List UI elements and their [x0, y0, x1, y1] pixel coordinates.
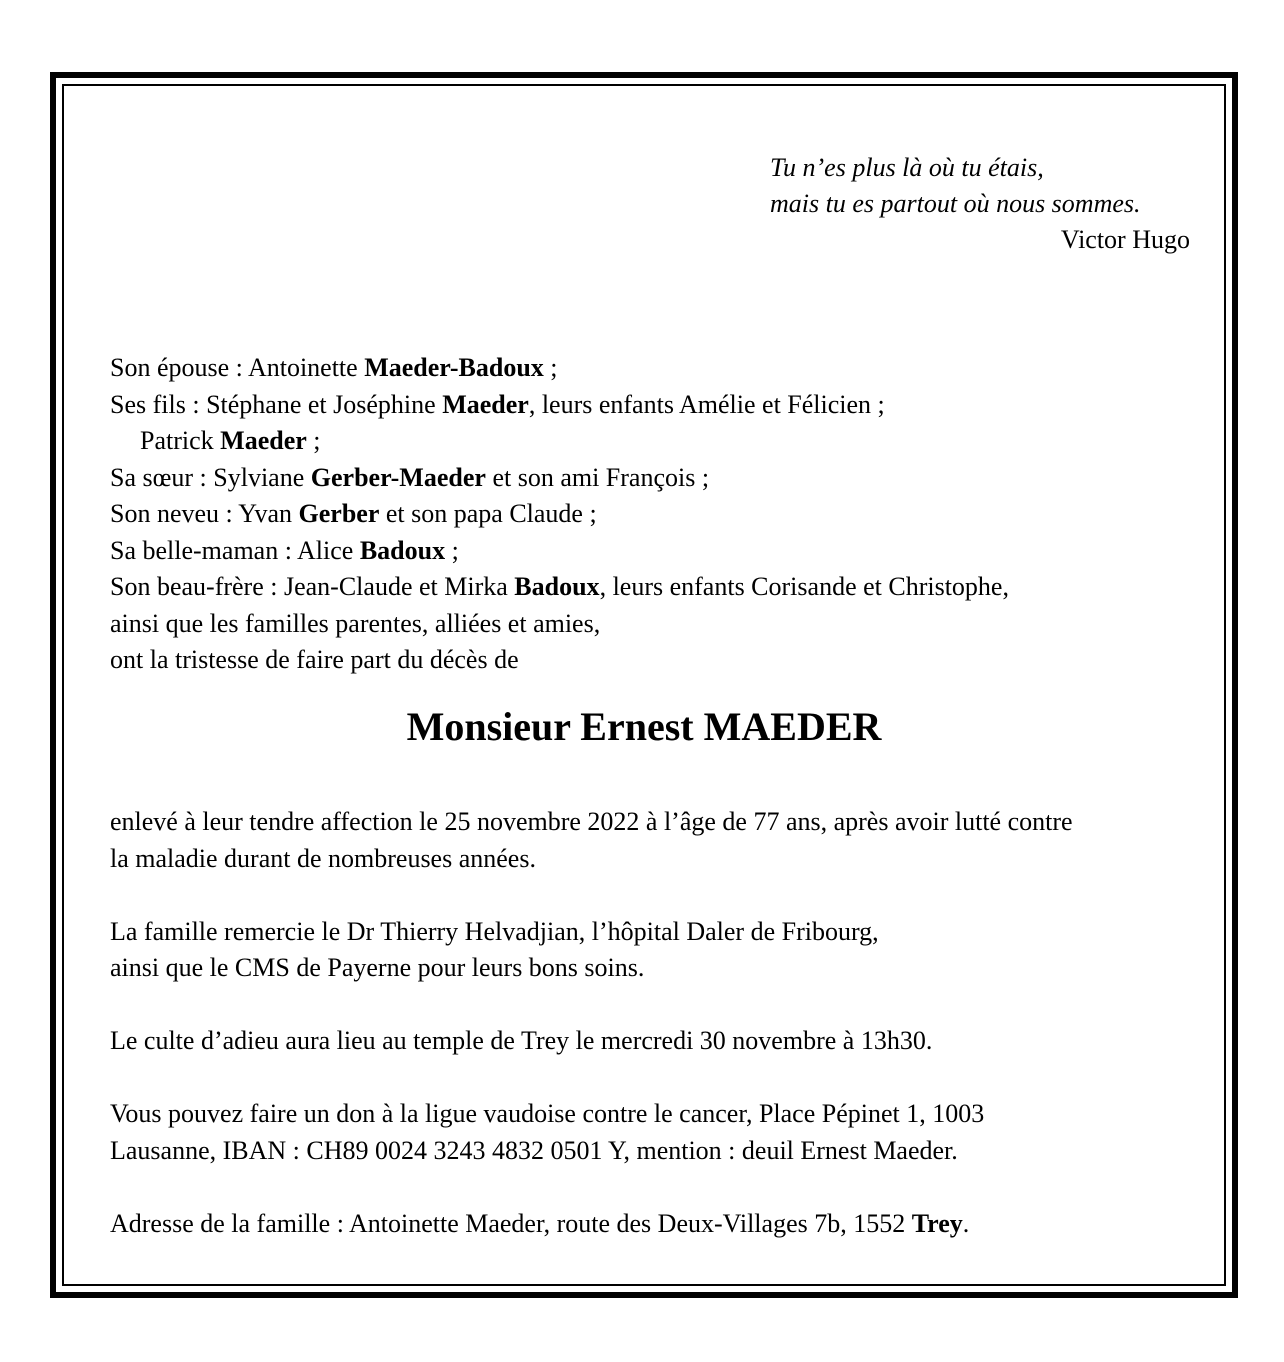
deceased-name: Monsieur Ernest MAEDER — [406, 704, 882, 749]
family-list — [110, 350, 1210, 679]
epigraph — [770, 150, 1190, 258]
epigraph-line-1: Tu n’es plus là où tu étais, — [770, 153, 1044, 182]
family-line: Son épouse : Antoinette Maeder-Badoux ; — [110, 353, 558, 382]
family-line: ainsi que les familles parentes, alliées et amies, — [110, 608, 601, 638]
family-line: Son beau-frère : Jean-Claude et Mirka Badoux, leurs enfants Corisande et Christophe, — [110, 572, 1009, 601]
paragraph-donation: Vous pouvez faire un don à la ligue vaudoise contre le cancer, Place Pépinet 1, 1003 Lausanne, IBAN : CH89 0024 3243 4832 0501 Y, mention : deuil Ernest Maeder. — [110, 1099, 985, 1165]
notice-body — [110, 804, 1210, 1279]
epigraph-line-2: mais tu es partout où nous sommes. — [770, 189, 1141, 218]
family-line: Sa belle-maman : Alice Badoux ; — [110, 535, 459, 565]
family-line: ont la tristesse de faire part du décès de — [110, 645, 519, 674]
epigraph-author: Victor Hugo — [1060, 225, 1190, 254]
paragraph-age: enlevé à leur tendre affection le 25 novembre 2022 à l’âge de 77 ans, après avoir lutté contre la maladie durant de nombreuses années. — [110, 807, 1073, 873]
paragraph-address: Adresse de la famille : Antoinette Maeder, route des Deux-Villages 7b, 1552 Trey. — [110, 1208, 970, 1238]
notice-frame — [50, 72, 1238, 1298]
family-line: Patrick Maeder ; — [140, 426, 321, 455]
family-line: Ses fils : Stéphane et Joséphine Maeder, leurs enfants Amélie et Félicien ; — [110, 389, 885, 419]
family-line: Son neveu : Yvan Gerber et son papa Claude ; — [110, 499, 597, 528]
paragraph-service: Le culte d’adieu aura lieu au temple de Trey le mercredi 30 novembre à 13h30. — [110, 1026, 933, 1055]
paragraph-thanks: La famille remercie le Dr Thierry Helvadjian, l’hôpital Daler de Fribourg, ainsi que le CMS de Payerne pour leurs bons soins. — [110, 916, 879, 982]
notice-inner-frame — [62, 84, 1226, 1286]
family-line: Sa sœur : Sylviane Gerber-Maeder et son ami François ; — [110, 462, 710, 492]
